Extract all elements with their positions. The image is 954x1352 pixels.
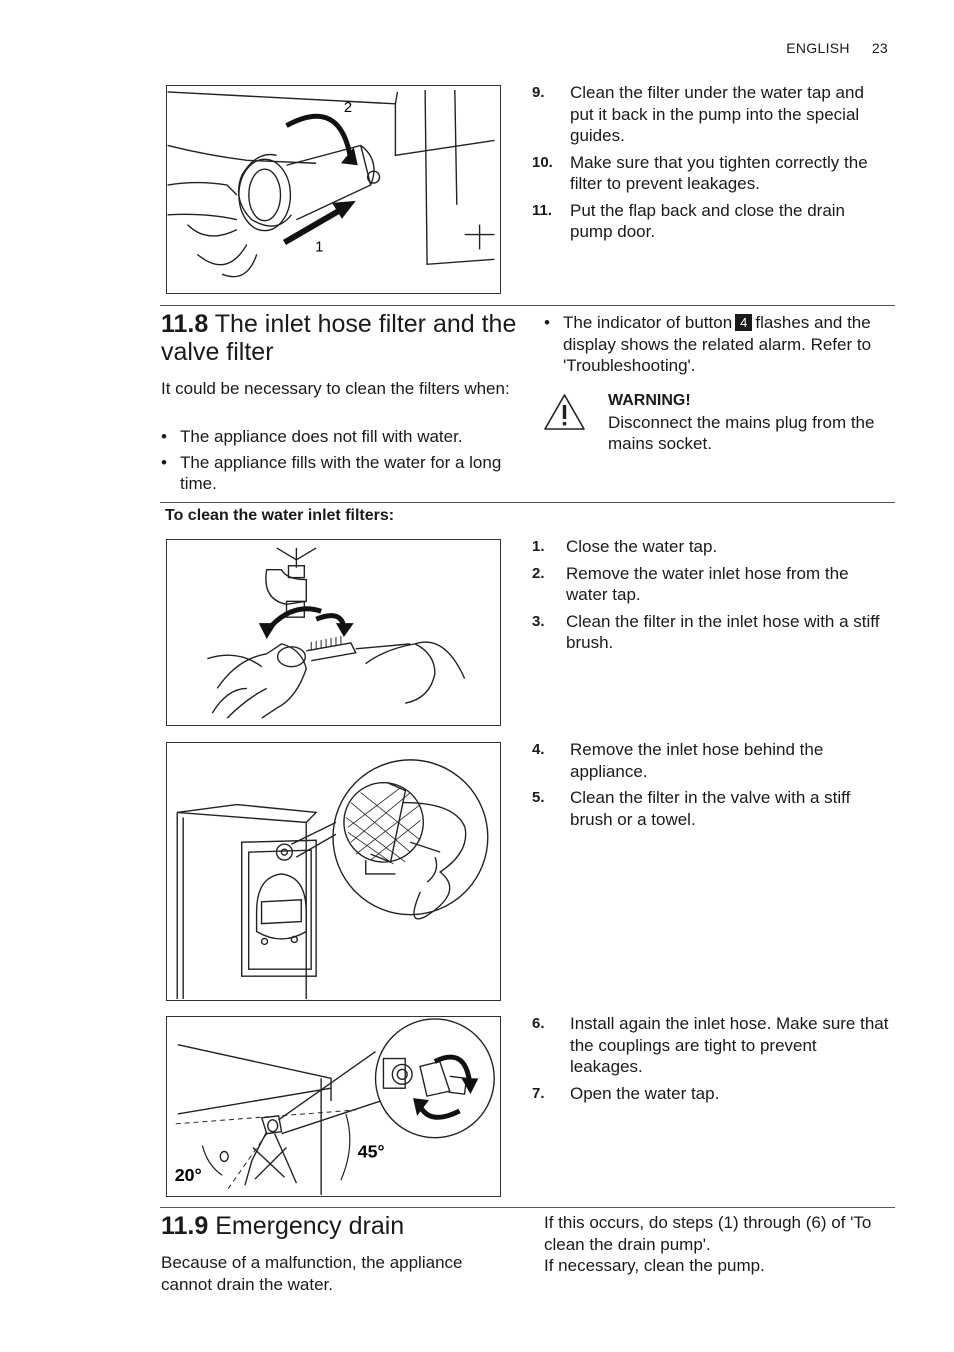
section-11-8-intro: It could be necessary to clean the filters when:: [161, 379, 510, 398]
list-item: • The appliance fills with the water for a long time.: [161, 452, 511, 495]
section-11-8-bullets: [161, 422, 511, 495]
inlet-steps-c: [532, 1013, 892, 1109]
figure-valve-filter: [166, 742, 501, 1001]
figure-label-2: 2: [343, 99, 353, 116]
inlet-steps-b: [532, 739, 892, 835]
list-item: 5. Clean the filter in the valve with a stiff brush or a towel.: [532, 788, 851, 829]
subheading-inlet-filters: To clean the water inlet filters:: [165, 507, 395, 524]
warning-icon: [542, 392, 587, 432]
figure-hose-installation: [166, 1016, 501, 1197]
list-item: 4. Remove the inlet hose behind the appliance.: [532, 740, 824, 781]
divider: [160, 1207, 895, 1208]
list-item: 1. Close the water tap.: [532, 537, 718, 556]
angle-label-20: 20°: [174, 1165, 202, 1186]
rotate-arrow-icon: [286, 116, 350, 160]
section-11-9-body: Because of a malfunction, the appliance cannot drain the water.: [161, 1253, 463, 1294]
section-11-9-heading: 11.9 Emergency drain: [161, 1212, 405, 1240]
rotate-left-arrow-icon: [267, 609, 321, 631]
tap-brush-illustration: [167, 540, 500, 725]
drain-filter-steps: [532, 82, 892, 248]
list-item: 3. Clean the filter in the inlet hose with a stiff brush.: [532, 611, 880, 652]
section-11-9-instructions: If this occurs, do steps (1) through (6) of 'To clean the drain pump'. If necessary, clean the pump.: [544, 1213, 872, 1275]
list-item: 7. Open the water tap.: [532, 1083, 720, 1103]
hose-angle-illustration: [167, 1017, 500, 1196]
list-item: 11. Put the flap back and close the drain pump door.: [532, 200, 846, 241]
bullet-icon: •: [544, 313, 550, 332]
figure-inlet-hose-brush: [166, 539, 501, 726]
button-4-indicator: 4: [735, 314, 752, 331]
divider: [160, 502, 895, 503]
push-arrow-icon: [284, 207, 345, 243]
header-language: ENGLISH: [786, 40, 850, 56]
inlet-steps-a: [532, 536, 892, 659]
figure-label-1: 1: [315, 239, 324, 256]
list-item: • The appliance does not fill with water.: [161, 426, 511, 448]
divider: [160, 305, 895, 306]
warning-text: Disconnect the mains plug from the mains socket.: [608, 412, 875, 453]
valve-filter-illustration: [167, 743, 500, 1000]
figure-drain-pump-filter: [166, 85, 501, 294]
tighten-arrow-bottom-icon: [420, 1106, 460, 1117]
list-item: 9. Clean the filter under the water tap and put it back in the pump into the special guides.: [532, 83, 864, 145]
list-item: 2. Remove the water inlet hose from the water tap.: [532, 563, 849, 604]
page-header: [764, 40, 888, 56]
indicator-note: • The indicator of button 4 flashes and the display shows the related alarm. Refer to 'Troubleshooting'.: [544, 313, 872, 375]
list-item: 6. Install again the inlet hose. Make sure that the couplings are tight to prevent leakages.: [532, 1014, 889, 1076]
list-item: 10. Make sure that you tighten correctly the filter to prevent leakages.: [532, 152, 868, 193]
angle-label-45: 45°: [357, 1141, 385, 1162]
section-11-8-heading: 11.8 The inlet hose filter and the valve filter: [161, 310, 517, 366]
warning-block: [608, 390, 898, 455]
warning-title: WARNING!: [608, 392, 691, 409]
drain-pump-illustration: [167, 86, 500, 293]
header-page-number: 23: [871, 40, 888, 56]
